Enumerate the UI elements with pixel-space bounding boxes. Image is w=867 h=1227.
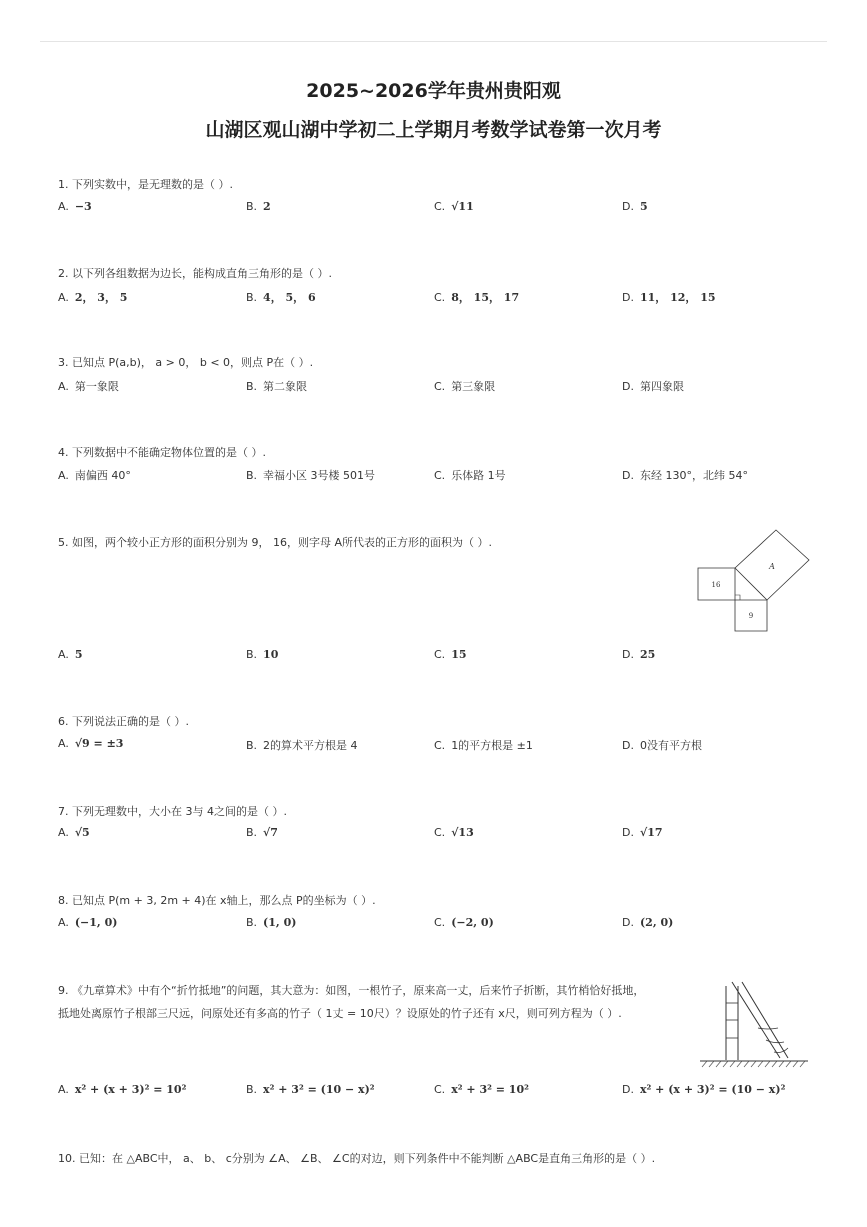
question-9-option-d[interactable]: D. x² + (x + 3)² = (10 − x)² [622,1083,786,1096]
question-7-option-c[interactable]: C. √13 [434,826,474,839]
question-3-option-c[interactable]: C. 第三象限 [434,380,496,393]
question-8-stem: 8. 已知点 P(m + 3, 2m + 4)在 x轴上，那么点 P的坐标为（ ）. [58,894,376,907]
right-angle-mark [735,595,740,600]
question-3-option-a[interactable]: A. 第一象限 [58,380,119,393]
question-4-option-c[interactable]: C. 乐体路 1号 [434,469,506,482]
question-7-option-d[interactable]: D. √17 [622,826,663,839]
question-9-option-a[interactable]: A. x² + (x + 3)² = 10² [58,1083,187,1096]
question-8-option-a[interactable]: A. (−1, 0) [58,916,118,929]
question-6-option-b[interactable]: B. 2的算术平方根是 4 [246,739,358,752]
question-3-option-b[interactable]: B. 第二象限 [246,380,308,393]
question-5-option-c[interactable]: C. 15 [434,648,467,661]
question-7-option-b[interactable]: B. √7 [246,826,278,839]
question-2-option-d[interactable]: D. 11， 12， 15 [622,291,716,304]
question-9-option-b[interactable]: B. x² + 3² = (10 − x)² [246,1083,375,1096]
question-9-option-c[interactable]: C. x² + 3² = 10² [434,1083,529,1096]
bamboo-figure [696,978,812,1072]
question-4-option-a[interactable]: A. 南偏西 40° [58,469,131,482]
question-1-option-d[interactable]: D. 5 [622,200,648,213]
question-8-option-d[interactable]: D. (2, 0) [622,916,674,929]
question-6-option-d[interactable]: D. 0没有平方根 [622,739,702,752]
question-3-option-d[interactable]: D. 第四象限 [622,380,684,393]
question-1-option-c[interactable]: C. √11 [434,200,474,213]
question-2-option-b[interactable]: B. 4， 5， 6 [246,291,316,304]
question-5-stem: 5. 如图，两个较小正方形的面积分别为 9， 16，则字母 A所代表的正方形的面积为（ ）. [58,536,492,549]
question-9-stem: 9. 《九章算术》中有个“折竹抵地”的问题，其大意为：如图，一根竹子，原来高一丈，后来竹子折断，其竹梢恰好抵地， [58,984,645,997]
question-6-stem: 6. 下列说法正确的是（ ）. [58,715,189,728]
question-6-option-c[interactable]: C. 1的平方根是 ±1 [434,739,533,752]
label-16: 16 [711,581,721,589]
question-1-option-a[interactable]: A. −3 [58,200,92,213]
label-a: A [769,562,775,571]
bamboo-leaves [758,1028,788,1053]
question-6-option-a[interactable]: A. √9 = ±3 [58,737,124,750]
ground-hatching [702,1061,805,1067]
question-1-stem: 1. 下列实数中，是无理数的是（ ）. [58,178,233,191]
broken-bamboo [732,982,780,1058]
question-4-option-b[interactable]: B. 幸福小区 3号楼 501号 [246,469,376,482]
header-divider [40,41,827,42]
question-3-stem: 3. 已知点 P(a,b)， a > 0， b < 0，则点 P在（ ）. [58,356,314,369]
question-10-stem: 10. 已知：在 △ABC中， a、 b、 c分别为 ∠A、 ∠B、 ∠C的对边，则下列条件中不能判断 △ABC是直角三角形的是（ ）. [58,1152,656,1165]
question-9-stem-line-2: 抵地处离原竹子根部三尺远，问原处还有多高的竹子（ 1丈 = 10尺）？设原处的竹子还有 x尺，则可列方程为（ ）. [58,1007,622,1020]
question-5-option-d[interactable]: D. 25 [622,648,656,661]
question-7-stem: 7. 下列无理数中，大小在 3与 4之间的是（ ）. [58,805,287,818]
question-4-stem: 4. 下列数据中不能确定物体位置的是（ ）. [58,446,266,459]
question-8-option-c[interactable]: C. (−2, 0) [434,916,494,929]
question-2-stem: 2. 以下列各组数据为边长，能构成直角三角形的是（ ）. [58,267,332,280]
question-4-option-d[interactable]: D. 东经 130°，北纬 54° [622,469,748,482]
question-7-option-a[interactable]: A. √5 [58,826,90,839]
squares-figure [692,526,814,636]
label-9: 9 [748,612,754,620]
question-5-option-a[interactable]: A. 5 [58,648,83,661]
question-8-option-b[interactable]: B. (1, 0) [246,916,297,929]
question-2-option-c[interactable]: C. 8， 15， 17 [434,291,520,304]
page-title-line-2: 山湖区观山湖中学初二上学期月考数学试卷第一次月考 [205,119,662,141]
question-5-option-b[interactable]: B. 10 [246,648,279,661]
question-2-option-a[interactable]: A. 2， 3， 5 [58,291,128,304]
page-title-line-1: 2025~2026学年贵州贵阳观 [306,80,561,102]
question-1-option-b[interactable]: B. 2 [246,200,271,213]
